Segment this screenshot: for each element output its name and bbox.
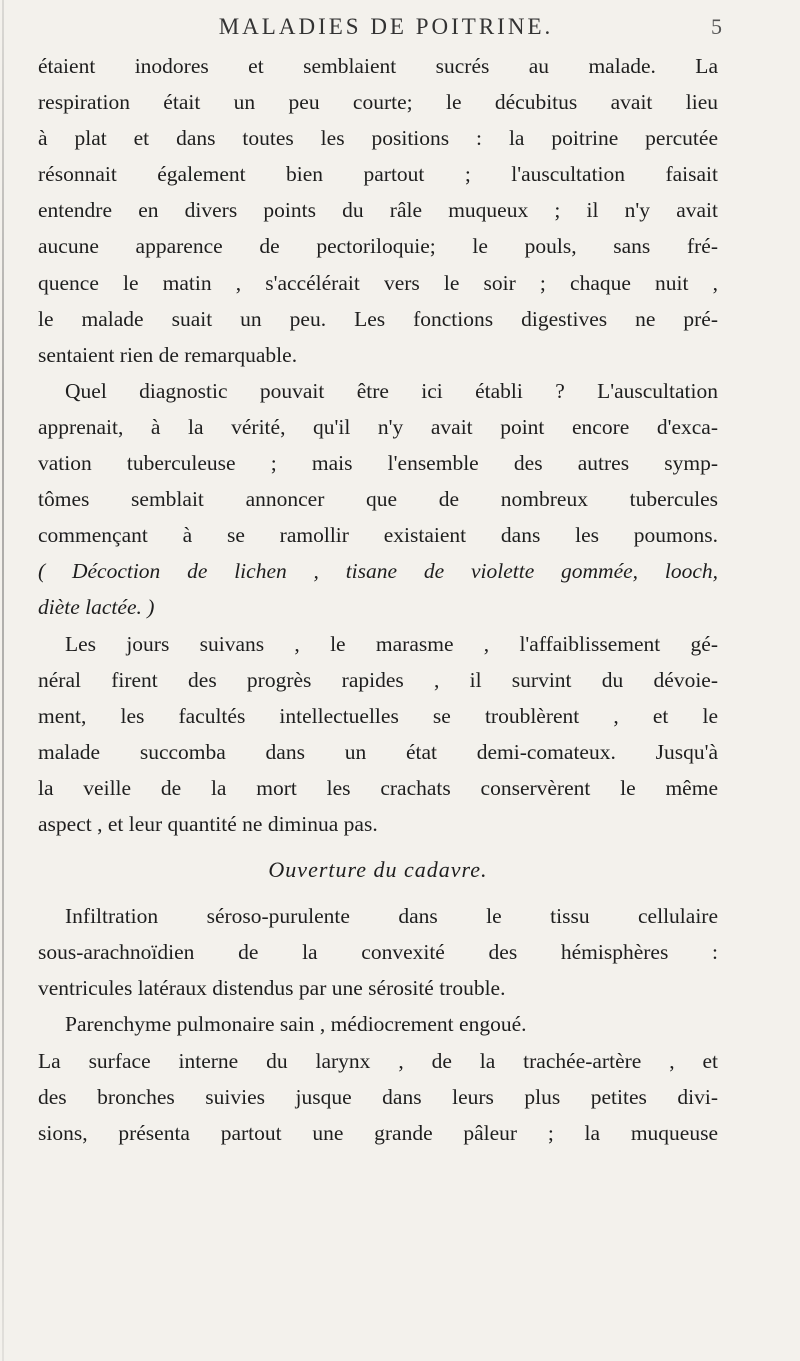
page-number: 5: [711, 14, 722, 39]
text-line: néral firent des progrès rapides , il survint du dévoie-: [38, 667, 718, 692]
text-line: vation tuberculeuse ; mais l'ensemble des autres symp-: [38, 451, 718, 476]
text-line: respiration était un peu courte; le décubitus avait lieu: [38, 90, 718, 115]
text-line: le malade suait un peu. Les fonctions digestives ne pré-: [38, 306, 718, 331]
text-line: apprenait, à la vérité, qu'il n'y avait point encore d'exca-: [38, 414, 718, 439]
text-line: à plat et dans toutes les positions : la poitrine percutée: [38, 126, 718, 151]
page-gutter-line: [2, 0, 4, 1361]
text-line: malade succomba dans un état demi-comateux. Jusqu'à: [38, 739, 718, 764]
text-line: Infiltration séroso-purulente dans le tissu cellulaire: [65, 904, 718, 929]
prescription-line: ( Décoction de lichen , tisane de violette gommée, looch,: [38, 559, 718, 584]
text-line: Parenchyme pulmonaire sain , médiocrement engoué.: [65, 1012, 527, 1037]
text-line: ment, les facultés intellectuelles se troublèrent , et le: [38, 703, 718, 728]
text-line: La surface interne du larynx , de la trachée-artère , et: [38, 1048, 718, 1073]
text-line: ventricules latéraux distendus par une sérosité trouble.: [38, 976, 506, 1001]
text-line: aspect , et leur quantité ne diminua pas.: [38, 811, 378, 836]
section-heading: Ouverture du cadavre.: [268, 857, 488, 883]
running-title: MALADIES DE POITRINE.: [218, 14, 554, 39]
text-line: tômes semblait annoncer que de nombreux tubercules: [38, 487, 718, 512]
text-line: commençant à se ramollir existaient dans les poumons.: [38, 523, 718, 548]
text-line: la veille de la mort les crachats conservèrent le même: [38, 775, 718, 800]
prescription-line: diète lactée. ): [38, 595, 155, 620]
text-line: entendre en divers points du râle muqueux ; il n'y avait: [38, 198, 718, 223]
text-line: résonnait également bien partout ; l'auscultation faisait: [38, 162, 718, 187]
text-line: Les jours suivans , le marasme , l'affaiblissement gé-: [65, 631, 718, 656]
text-line: quence le matin , s'accélérait vers le soir ; chaque nuit ,: [38, 270, 718, 295]
body-text: [38, 48, 718, 1151]
text-line: sions, présenta partout une grande pâleur ; la muqueuse: [38, 1120, 718, 1145]
running-head: [0, 9, 800, 45]
text-line: Quel diagnostic pouvait être ici établi ? L'auscultation: [65, 378, 718, 403]
text-line: étaient inodores et semblaient sucrés au malade. La: [38, 54, 718, 78]
text-line: sous-arachnoïdien de la convexité des hémisphères :: [38, 940, 718, 965]
text-line: des bronches suivies jusque dans leurs plus petites divi-: [38, 1084, 718, 1109]
text-line: sentaient rien de remarquable.: [38, 342, 298, 367]
text-line: aucune apparence de pectoriloquie; le pouls, sans fré-: [38, 234, 718, 259]
